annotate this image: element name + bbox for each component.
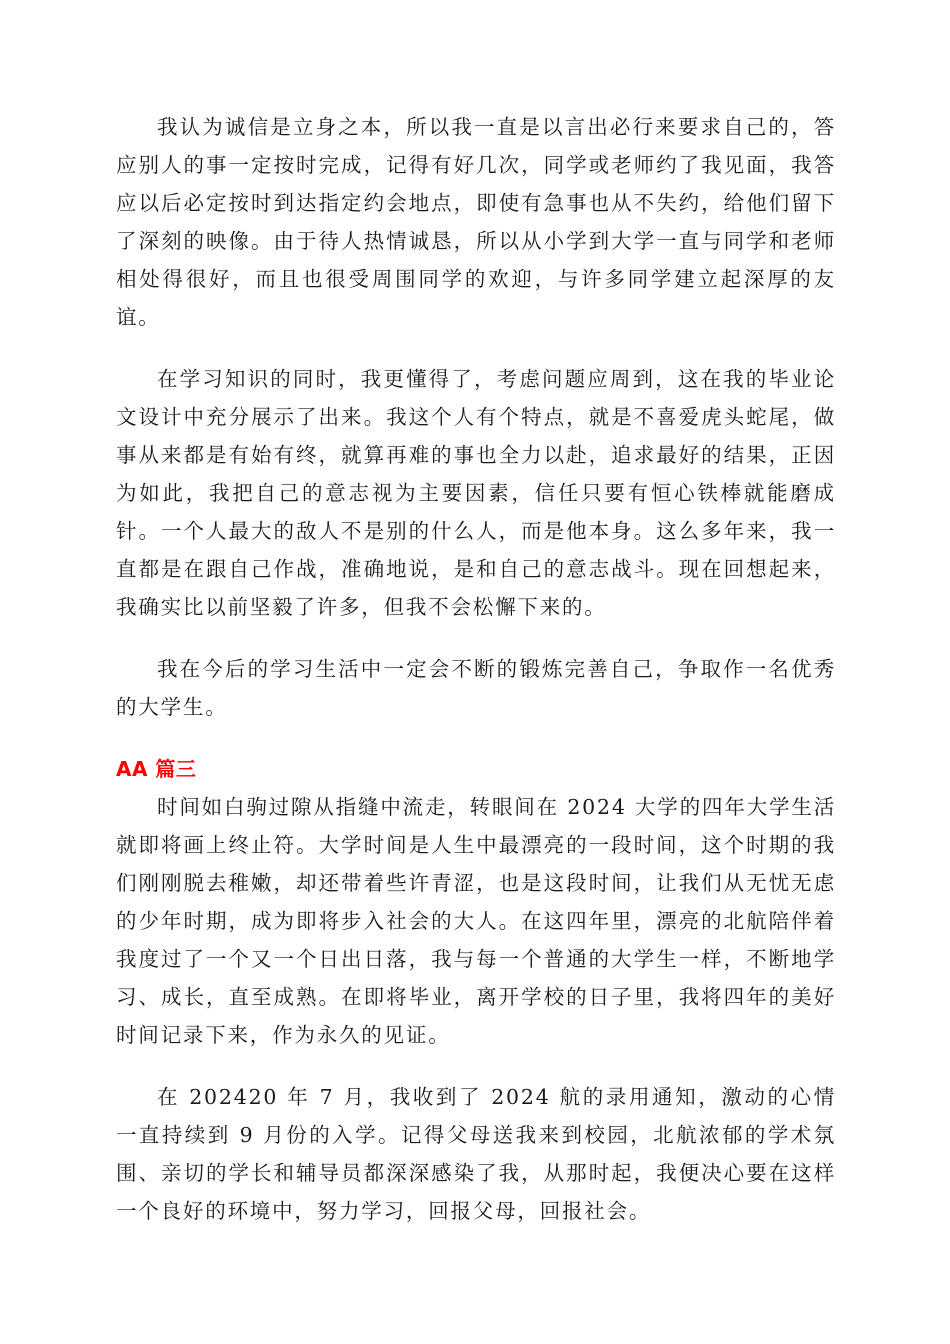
paragraph-gap [116,626,836,650]
section-heading: AA 篇三 [116,757,197,781]
paragraph-future-goal: 我在今后的学习生活中一定会不断的锻炼完善自己，争取作一名优秀的大学生。 [116,657,836,719]
paragraph-gap [116,1054,836,1078]
document-body [116,108,836,1230]
paragraph-gap [116,726,836,750]
paragraph-gap [116,336,836,360]
paragraph-integrity: 我认为诚信是立身之本，所以我一直是以言出必行来要求自己的，答应别人的事一定按时完成，记得有好几次，同学或老师约了我见面，我答应以后必定按时到达指定约会地点，即使有急事也从不失约，给他们留下了深刻的映像。由于待人热情诚恳，所以从小学到大学一直与同学和老师相处得很好，而且也很受周围同学的欢迎，与许多同学建立起深厚的友谊。 [116,115,836,329]
paragraph-perseverance: 在学习知识的同时，我更懂得了，考虑问题应周到，这在我的毕业论文设计中充分展示了出来。我这个人有个特点，就是不喜爱虎头蛇尾，做事从来都是有始有终，就算再难的事也全力以赴，追求最好的结果，正因为如此，我把自己的意志视为主要因素，信任只要有恒心铁棒就能磨成针。一个人最大的敌人不是别的什么人，而是他本身。这么多年来，我一直都是在跟自己作战，准确地说，是和自己的意志战斗。现在回想起来，我确实比以前坚毅了许多，但我不会松懈下来的。 [116,367,836,619]
paragraph-admission: 在 202420 年 7 月，我收到了 2024 航的录用通知，激动的心情一直持续到 9 月份的入学。记得父母送我来到校园，北航浓郁的学术氛围、亲切的学长和辅导员都深深感染了我，从那时起，我便决心要在这样一个良好的环境中，努力学习，回报父母，回报社会。 [116,1085,836,1223]
paragraph-university-years: 时间如白驹过隙从指缝中流走，转眼间在 2024 大学的四年大学生活就即将画上终止符。大学时间是人生中最漂亮的一段时间，这个时期的我们刚刚脱去稚嫩，却还带着些许青涩，也是这段时间，让我们从无忧无虑的少年时期，成为即将步入社会的大人。在这四年里，漂亮的北航陪伴着我度过了一个又一个日出日落，我与每一个普通的大学生一样，不断地学习、成长，直至成熟。在即将毕业，离开学校的日子里，我将四年的美好时间记录下来，作为永久的见证。 [116,795,836,1047]
